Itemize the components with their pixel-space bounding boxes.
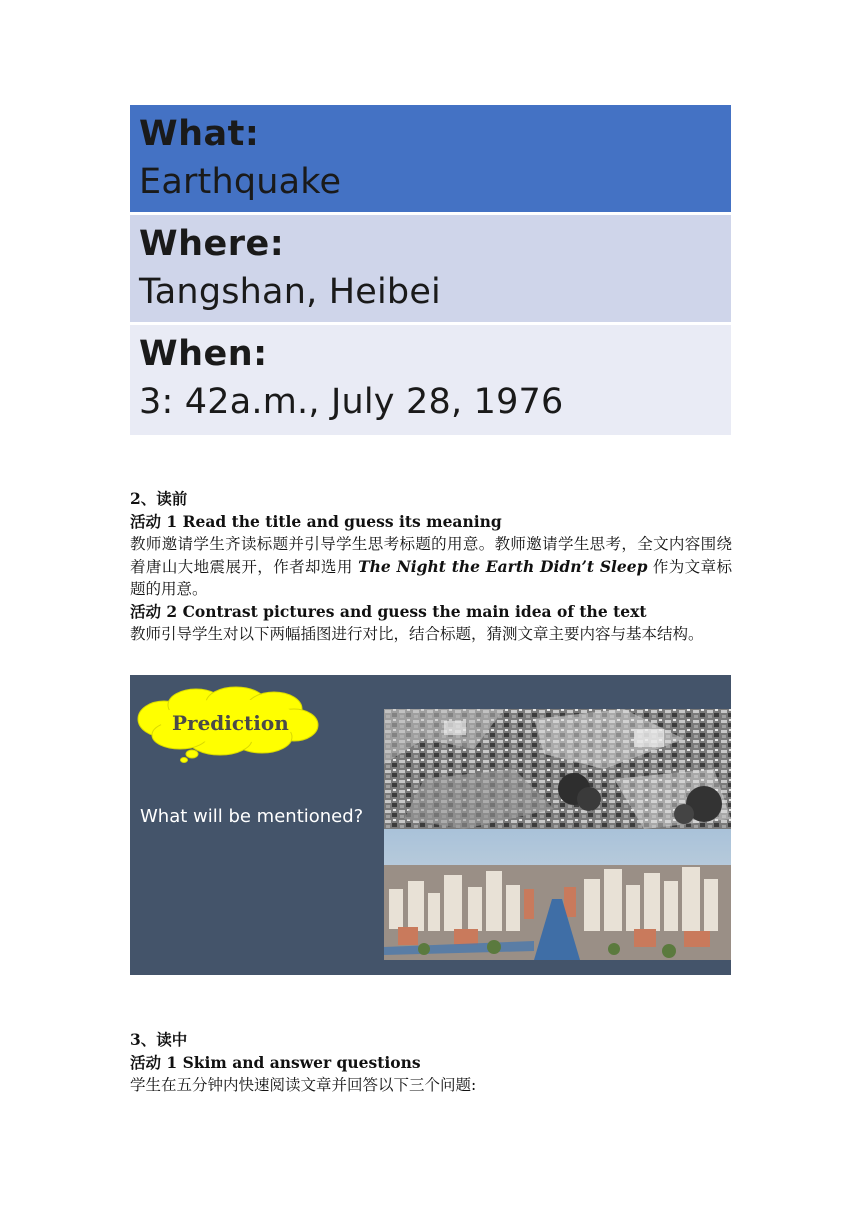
pre-reading-activity2-text: 教师引导学生对以下两幅插图进行对比，结合标题，猜测文章主要内容与基本结构。: [130, 625, 704, 643]
what-row: [130, 105, 731, 215]
while-reading-activity1-title: 活动 1 Skim and answer questions: [130, 1052, 421, 1072]
pre-reading-section: [130, 488, 732, 646]
where-row: [130, 215, 731, 325]
what-value: Earthquake: [139, 162, 342, 202]
city-image: [384, 829, 731, 960]
while-reading-activity1-text: 学生在五分钟内快速阅读文章并回答以下三个问题:: [130, 1076, 477, 1094]
pre-reading-activity1-title: 活动 1 Read the title and guess its meaning: [130, 511, 502, 531]
lesson-title: The Night the Earth Didn’t Sleep: [358, 556, 648, 576]
where-label: Where:: [139, 224, 285, 264]
when-label: When:: [139, 334, 268, 374]
modern-city-photo: [384, 829, 731, 960]
earthquake-ruins-photo: [384, 709, 731, 829]
prediction-label: Prediction: [172, 711, 289, 735]
when-value: 3: 42a.m., July 28, 1976: [139, 382, 564, 422]
where-value: Tangshan, Heibei: [139, 272, 441, 312]
prediction-cloud: [134, 683, 324, 763]
pre-reading-heading: 2、读前: [130, 489, 188, 508]
while-reading-heading: 3、读中: [130, 1030, 188, 1049]
prediction-slide: [130, 675, 731, 975]
while-reading-section: [130, 1029, 732, 1097]
what-label: What:: [139, 114, 260, 154]
slide-question: What will be mentioned?: [140, 806, 364, 827]
when-row: [130, 325, 731, 435]
info-table: [130, 105, 731, 435]
pre-reading-activity1-text: [130, 533, 732, 601]
ruins-image: [384, 709, 731, 829]
activity1-text-part2: 作为文章标题的用意。: [130, 557, 732, 598]
activity1-text-part1: 教师邀请学生齐读标题并引导学生思考标题的用意。教师邀请学生思考，全文内容围绕着唐山大地震展开，作者却选用: [130, 535, 732, 576]
pre-reading-activity2-title: 活动 2 Contrast pictures and guess the main idea of the text: [130, 601, 647, 621]
